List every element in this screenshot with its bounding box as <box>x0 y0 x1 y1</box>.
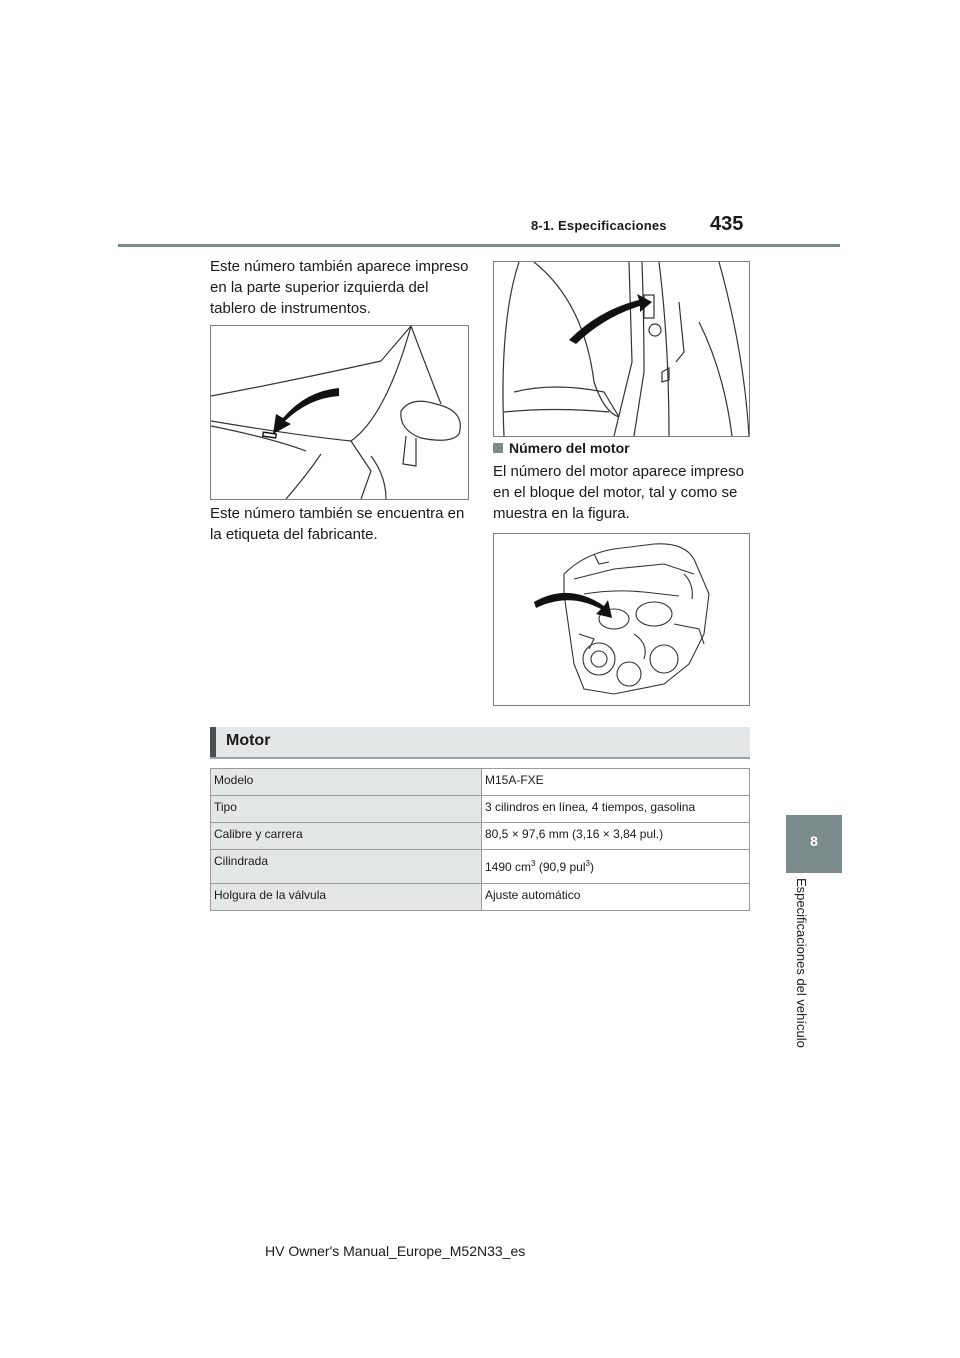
square-bullet-icon <box>493 443 503 453</box>
door-pillar-drawing <box>494 262 749 436</box>
table-row <box>211 884 750 911</box>
table-row <box>211 796 750 823</box>
motor-spec-table <box>210 768 750 911</box>
motor-section-bar <box>210 727 750 759</box>
table-row <box>211 850 750 884</box>
pointer-arrow-icon <box>534 593 612 618</box>
engine-block-drawing <box>494 534 749 705</box>
door-pillar-illustration <box>493 261 750 437</box>
header-rule <box>118 244 840 247</box>
footer-manual-name: HV Owner's Manual_Europe_M52N33_es <box>265 1243 526 1259</box>
table-cell-label: Cilindrada <box>211 850 482 884</box>
paragraph-manufacturer-label: Este número también se encuentra en la etiqueta del fabricante. <box>210 505 465 543</box>
table-cell-label: Holgura de la válvula <box>211 884 482 911</box>
table-cell-label: Tipo <box>211 796 482 823</box>
engine-number-heading: Número del motor <box>493 440 630 456</box>
table-row <box>211 823 750 850</box>
section-accent <box>210 727 216 757</box>
table-row <box>211 769 750 796</box>
engine-block-illustration <box>493 533 750 706</box>
pointer-arrow-icon <box>569 294 652 344</box>
table-cell-label: Modelo <box>211 769 482 796</box>
paragraph-dashboard-location: Este número también aparece impreso en la parte superior izquierda del tablero de instrumentos. <box>210 258 469 317</box>
dashboard-illustration <box>210 325 469 500</box>
table-cell-value: M15A-FXE <box>482 769 750 796</box>
paragraph-engine-number: El número del motor aparece impreso en el bloque del motor, tal y como se muestra en la figura. <box>493 463 744 522</box>
pointer-arrow-icon <box>273 388 339 434</box>
table-cell-label: Calibre y carrera <box>211 823 482 850</box>
table-cell-value: 3 cilindros en línea, 4 tiempos, gasolina <box>482 796 750 823</box>
motor-section-title: Motor <box>226 732 271 749</box>
table-cell-value: 80,5 × 97,6 mm (3,16 × 3,84 pul.) <box>482 823 750 850</box>
dashboard-drawing <box>211 326 468 499</box>
table-cell-value: 1490 $cm^3$ (90,9 pul$^3$) <box>482 850 750 884</box>
chapter-tab-label: Especificaciones del vehículo <box>794 878 809 1048</box>
table-cell-value: Ajuste automático <box>482 884 750 911</box>
page-number: 435 <box>710 213 744 235</box>
header-section-title: 8-1. Especificaciones <box>531 218 667 233</box>
chapter-tab-number: 8 <box>810 833 818 849</box>
